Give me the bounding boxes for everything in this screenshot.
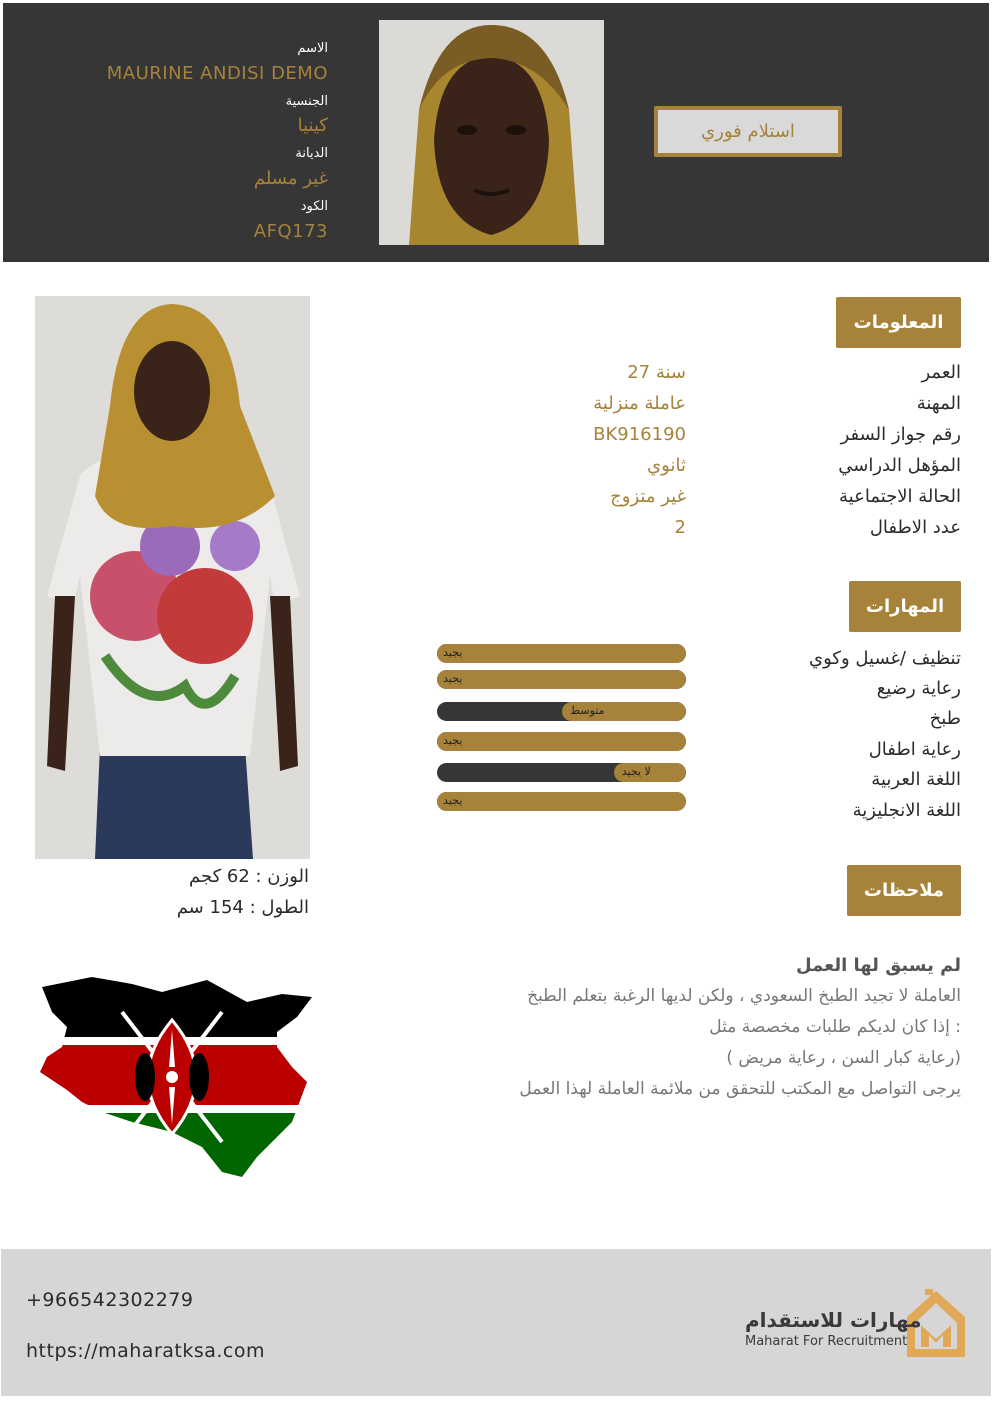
education-label: المؤهل الدراسي bbox=[838, 455, 961, 476]
kenya-flag-map-icon bbox=[32, 972, 314, 1180]
children-value: 2 bbox=[674, 517, 686, 538]
skill-bar-fill bbox=[437, 792, 686, 811]
children-label: عدد الاطفال bbox=[869, 517, 961, 538]
skill-level-text: يجيد bbox=[443, 646, 463, 659]
age-label: العمر bbox=[921, 362, 961, 383]
instant-receipt-button[interactable]: استلام فوري bbox=[654, 106, 842, 157]
logo-english-text: Maharat For Recruitment bbox=[745, 1334, 908, 1349]
skill-label: رعاية اطفال bbox=[868, 739, 961, 760]
skill-label: رعاية رضيع bbox=[876, 678, 961, 699]
notes-heading: لم يسبق لها العمل bbox=[796, 955, 961, 976]
portrait-photo bbox=[379, 20, 604, 245]
skill-bar bbox=[437, 644, 686, 663]
skill-label: اللغة الانجليزية bbox=[852, 800, 961, 821]
passport-label: رقم جواز السفر bbox=[840, 424, 961, 445]
skill-bar bbox=[437, 732, 686, 751]
skill-bar-fill bbox=[437, 732, 686, 751]
logo-arabic-text: مهارات للاستقدام bbox=[745, 1308, 922, 1332]
skills-section-badge: المهارات bbox=[849, 581, 961, 632]
skill-level-text: يجيد bbox=[443, 672, 463, 685]
info-section-badge: المعلومات bbox=[836, 297, 961, 348]
skill-bar bbox=[437, 792, 686, 811]
nationality-label: الجنسية bbox=[285, 94, 328, 109]
education-value: ثانوي bbox=[647, 455, 686, 476]
full-body-photo bbox=[35, 296, 310, 859]
skill-bar-fill bbox=[437, 670, 686, 689]
skill-label: طبخ bbox=[929, 708, 961, 729]
religion-value: غير مسلم bbox=[253, 168, 328, 189]
skill-level-text: لا يجيد bbox=[621, 765, 651, 778]
notes-line: إذا كان لديكم طلبات مخصصة مثل : bbox=[709, 1017, 961, 1037]
name-label: الاسم bbox=[297, 41, 328, 56]
skill-label: تنظيف /غسيل وكوي bbox=[809, 648, 961, 669]
profession-label: المهنة bbox=[916, 393, 961, 414]
skill-bar bbox=[437, 702, 686, 721]
skill-bar bbox=[437, 763, 686, 782]
height-text: الطول : 154 سم bbox=[176, 897, 309, 918]
notes-line: ( رعاية كبار السن ، رعاية مريض) bbox=[726, 1048, 961, 1068]
age-value: 27 سنة bbox=[627, 362, 686, 383]
code-label: الكود bbox=[300, 199, 328, 214]
worker-name: MAURINE ANDISI DEMO bbox=[106, 63, 328, 84]
marital-status-value: غير متزوج bbox=[610, 486, 686, 507]
phone-number[interactable]: +966542302279 bbox=[26, 1289, 194, 1311]
skill-level-text: يجيد bbox=[443, 794, 463, 807]
website-link[interactable]: https://maharatksa.com bbox=[26, 1340, 266, 1362]
profile-header bbox=[3, 3, 989, 262]
skill-bar bbox=[437, 670, 686, 689]
skill-label: اللغة العربية bbox=[871, 769, 961, 790]
notes-section-badge: ملاحظات bbox=[847, 865, 961, 916]
notes-line: يرجى التواصل مع المكتب للتحقق من ملائمة العاملة لهذا العمل bbox=[519, 1079, 961, 1099]
passport-value: BK916190 bbox=[593, 424, 686, 445]
notes-block bbox=[401, 950, 961, 1105]
code-value: AFQ173 bbox=[253, 221, 328, 242]
weight-text: الوزن : 62 كجم bbox=[189, 866, 309, 887]
profession-value: عاملة منزلية bbox=[593, 393, 686, 414]
notes-line: العاملة لا تجيد الطبخ السعودي ، ولكن لديها الرغبة بتعلم الطبخ bbox=[527, 986, 961, 1006]
nationality-value: كينيا bbox=[297, 115, 328, 136]
skill-bar-fill bbox=[437, 644, 686, 663]
skill-level-text: يجيد bbox=[443, 734, 463, 747]
marital-status-label: الحالة الاجتماعية bbox=[839, 486, 961, 507]
skill-level-text: متوسط bbox=[569, 704, 605, 717]
religion-label: الديانة bbox=[295, 146, 328, 161]
